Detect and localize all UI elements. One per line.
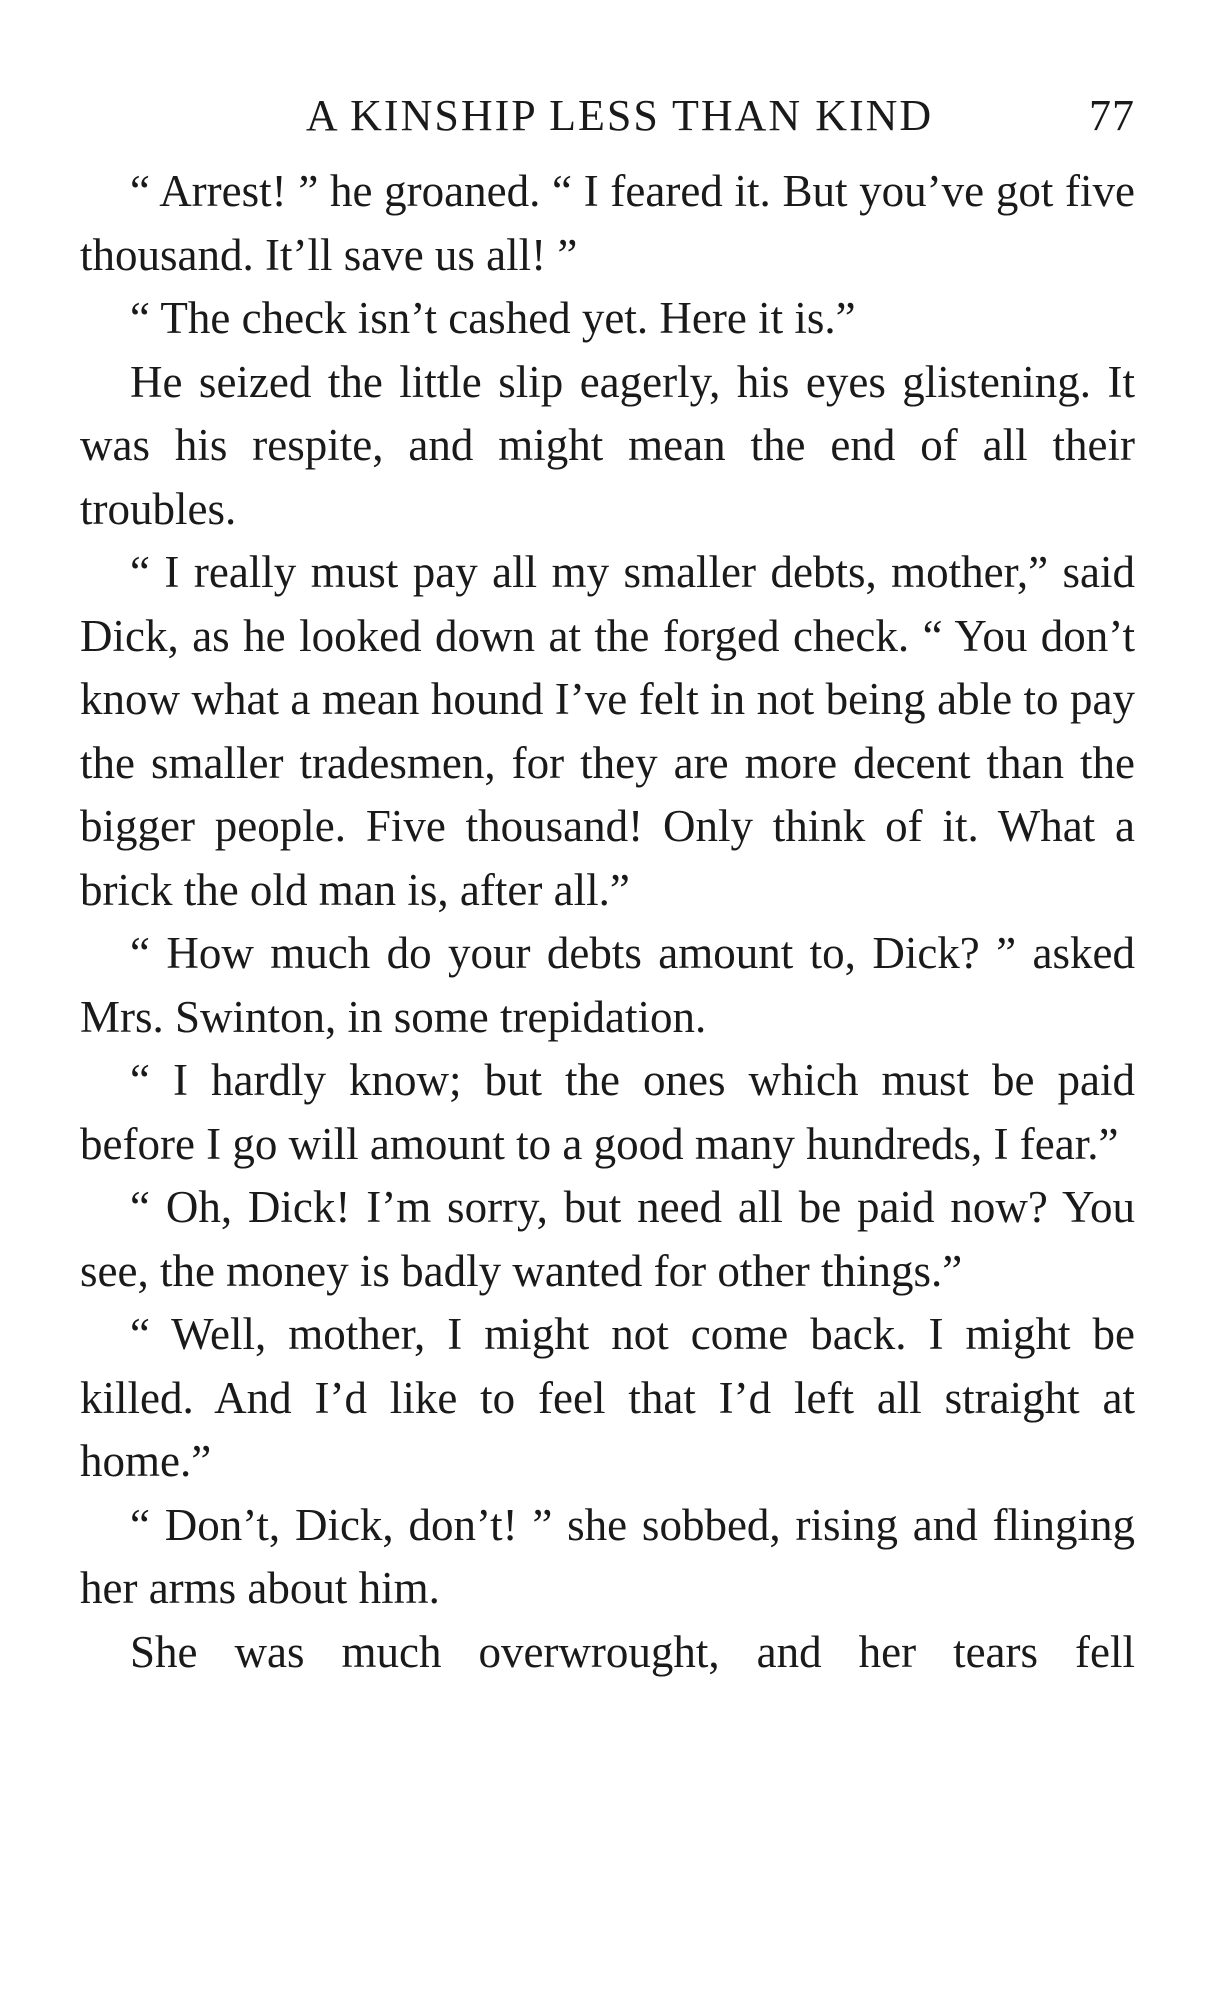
paragraph: “ I hardly know; but the ones which must be paid before I go will amount to a good many hundreds, I fear.” xyxy=(80,1055,1135,1169)
running-title: A KINSHIP LESS THAN KIND xyxy=(305,91,934,140)
paragraph: She was much overwrought, and her tears fell xyxy=(130,1626,1135,1677)
paragraph: “ The check isn’t cashed yet. Here it is.” xyxy=(130,293,856,343)
running-head xyxy=(80,90,1135,154)
paragraph: “ Arrest! ” he groaned. “ I feared it. But you’ve got five thousand. It’ll save us all! ” xyxy=(80,166,1135,280)
paragraph: “ Don’t, Dick, don’t! ” she sobbed, rising and flinging her arms about him. xyxy=(80,1499,1135,1613)
body-text xyxy=(80,160,1135,1684)
paragraph: “ Well, mother, I might not come back. I might be killed. And I’d like to feel that I’d left all straight at home.” xyxy=(80,1309,1135,1486)
book-page xyxy=(80,90,1135,1684)
paragraph: “ Oh, Dick! I’m sorry, but need all be paid now? You see, the money is badly wanted for other things.” xyxy=(80,1182,1135,1296)
paragraph: He seized the little slip eagerly, his eyes glistening. It was his respite, and might mean the end of all their troubles. xyxy=(80,356,1135,534)
paragraph: “ I really must pay all my smaller debts, mother,” said Dick, as he looked down at the forged check. “ You don’t know what a mean hound I’ve felt in not being able to pay the smaller tradesmen, for they are more decent than the bigger people. Five thousand! Only think of it. What a brick the old man is, after all.” xyxy=(80,547,1135,915)
page-number: 77 xyxy=(1089,91,1135,140)
paragraph: “ How much do your debts amount to, Dick? ” asked Mrs. Swinton, in some trepidation. xyxy=(80,928,1135,1042)
